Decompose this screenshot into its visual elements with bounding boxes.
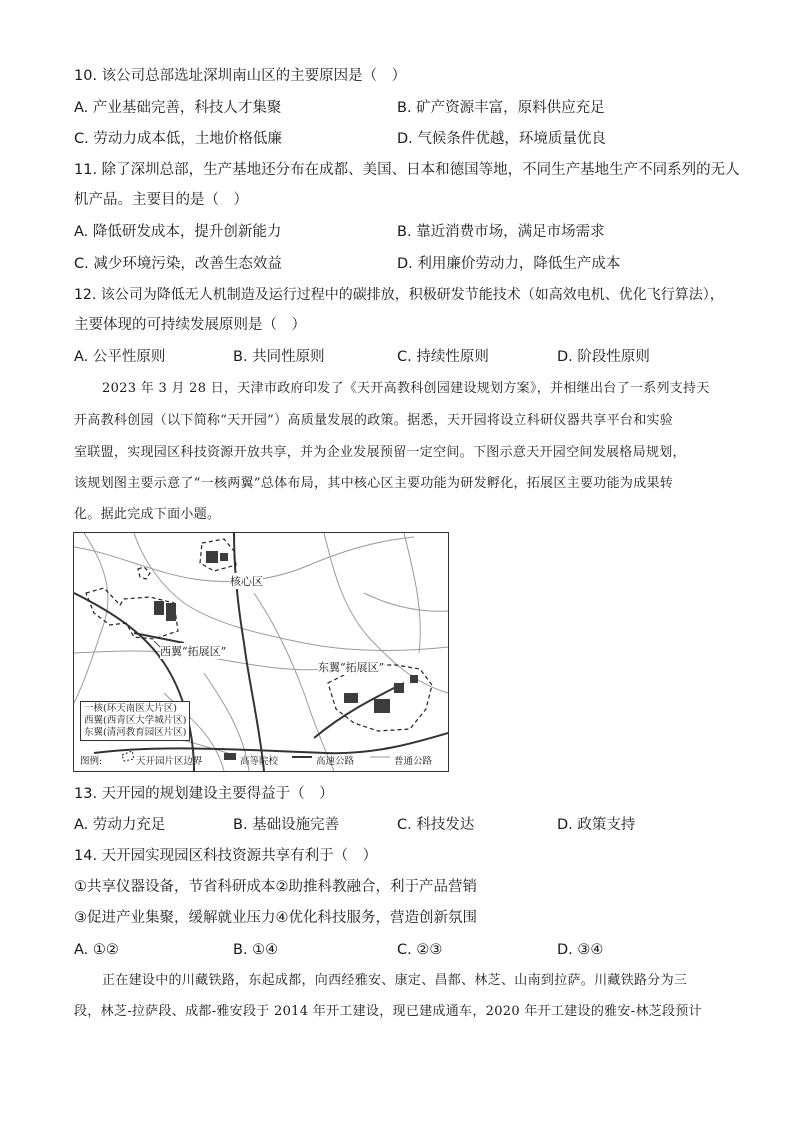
q14-option-d: D. ③④	[557, 942, 604, 958]
q14-statements-line2: ③促进产业集聚，缓解就业压力④优化科技服务，营造创新氛围	[74, 910, 477, 926]
q14-option-b: B. ①④	[233, 942, 279, 958]
material-1-line-1: 2023 年 3 月 28 日，天津市政府印发了《天开高教科创园建设规划方案》，并相继出台了一系列支持天	[102, 381, 710, 396]
q11-option-d: D. 利用廉价劳动力，降低生产成本	[397, 256, 621, 272]
question-14-stem: 14. 天开园实现园区科技资源共享有利于（ ）	[74, 848, 378, 864]
legend-boundary-label: 天开园片区边界	[136, 756, 203, 767]
material-2-line-1: 正在建设中的川藏铁路，东起成都，向西经雅安、康定、昌都、林芝、山南到拉萨。川藏铁路分为三	[102, 973, 688, 988]
q13-option-c: C. 科技发达	[397, 817, 475, 833]
question-10-stem: 10. 该公司总部选址深圳南山区的主要原因是（ ）	[74, 68, 407, 84]
material-1-line-4: 该规划图主要示意了“一核两翼”总体布局，其中核心区主要功能为研发孵化，拓展区主要功能为成果转	[74, 476, 674, 491]
map-label-west-wing: 西翼“拓展区”	[160, 645, 227, 658]
map-key-east: 东翼(清河教育园区片区)	[84, 727, 187, 738]
legend-title: 图例:	[80, 756, 103, 767]
material-2-line-2: 段，林芝-拉萨段、成都-雅安段于 2014 年开工建设，现已建成通车，2020 年开工建设的雅安-林芝段预计	[74, 1004, 702, 1019]
question-11-stem-line2: 机产品。主要目的是（ ）	[74, 192, 248, 208]
q14-statements-line1: ①共享仪器设备，节省科研成本②助推科教融合，利于产品营销	[74, 879, 477, 895]
q12-option-b: B. 共同性原则	[233, 349, 325, 365]
tiankai-park-map	[73, 532, 449, 772]
material-1-line-3: 室联盟，实现园区科技资源开放共享，并为企业发展预留一定空间。下图示意天开园空间发展格局规划，	[74, 445, 686, 460]
q13-option-d: D. 政策支持	[557, 817, 636, 833]
q11-option-b: B. 靠近消费市场，满足市场需求	[397, 224, 605, 240]
legend-school-label: 高等院校	[240, 756, 279, 767]
q10-option-b: B. 矿产资源丰富，原料供应充足	[397, 100, 605, 116]
material-1-line-5: 化。据此完成下面小题。	[74, 507, 221, 522]
q10-option-c: C. 劳动力成本低，土地价格低廉	[74, 131, 282, 147]
material-1-line-2: 开高教科创园（以下简称“天开园”）高质量发展的政策。据悉，天开园将设立科研仪器共享平台和实验	[74, 413, 674, 428]
q11-option-c: C. 减少环境污染，改善生态效益	[74, 256, 282, 272]
legend-road-label: 普通公路	[394, 756, 433, 767]
legend-highway-label: 高速公路	[316, 756, 355, 767]
q12-option-d: D. 阶段性原则	[557, 349, 650, 365]
map-zone-key	[80, 701, 190, 741]
q10-option-a: A. 产业基础完善，科技人才集聚	[74, 100, 282, 116]
q12-option-a: A. 公平性原则	[74, 349, 166, 365]
map-label-core-zone: 核心区	[230, 575, 263, 588]
q14-option-a: A. ①②	[74, 942, 119, 958]
q11-option-a: A. 降低研发成本，提升创新能力	[74, 224, 282, 240]
q14-option-c: C. ②③	[397, 942, 443, 958]
q10-option-d: D. 气候条件优越，环境质量优良	[397, 131, 606, 147]
q12-option-c: C. 持续性原则	[397, 349, 489, 365]
map-key-west: 西翼(西青区大学城片区)	[84, 715, 187, 726]
q13-option-a: A. 劳动力充足	[74, 817, 166, 833]
map-label-east-wing: 东翼“拓展区”	[318, 661, 385, 674]
question-12-stem-line2: 主要体现的可持续发展原则是（ ）	[74, 317, 306, 333]
question-11-stem-line1: 11. 除了深圳总部，生产基地还分布在成都、美国、日本和德国等地，不同生产基地生产不同系列的无人	[74, 162, 740, 178]
question-12-stem-line1: 12. 该公司为降低无人机制造及运行过程中的碳排放，积极研发节能技术（如高效电机、优化飞行算法），	[74, 287, 724, 303]
question-13-stem: 13. 天开园的规划建设主要得益于（ ）	[74, 786, 334, 802]
q13-option-b: B. 基础设施完善	[233, 817, 340, 833]
map-key-core: 一核(环天南医大片区)	[84, 703, 177, 714]
